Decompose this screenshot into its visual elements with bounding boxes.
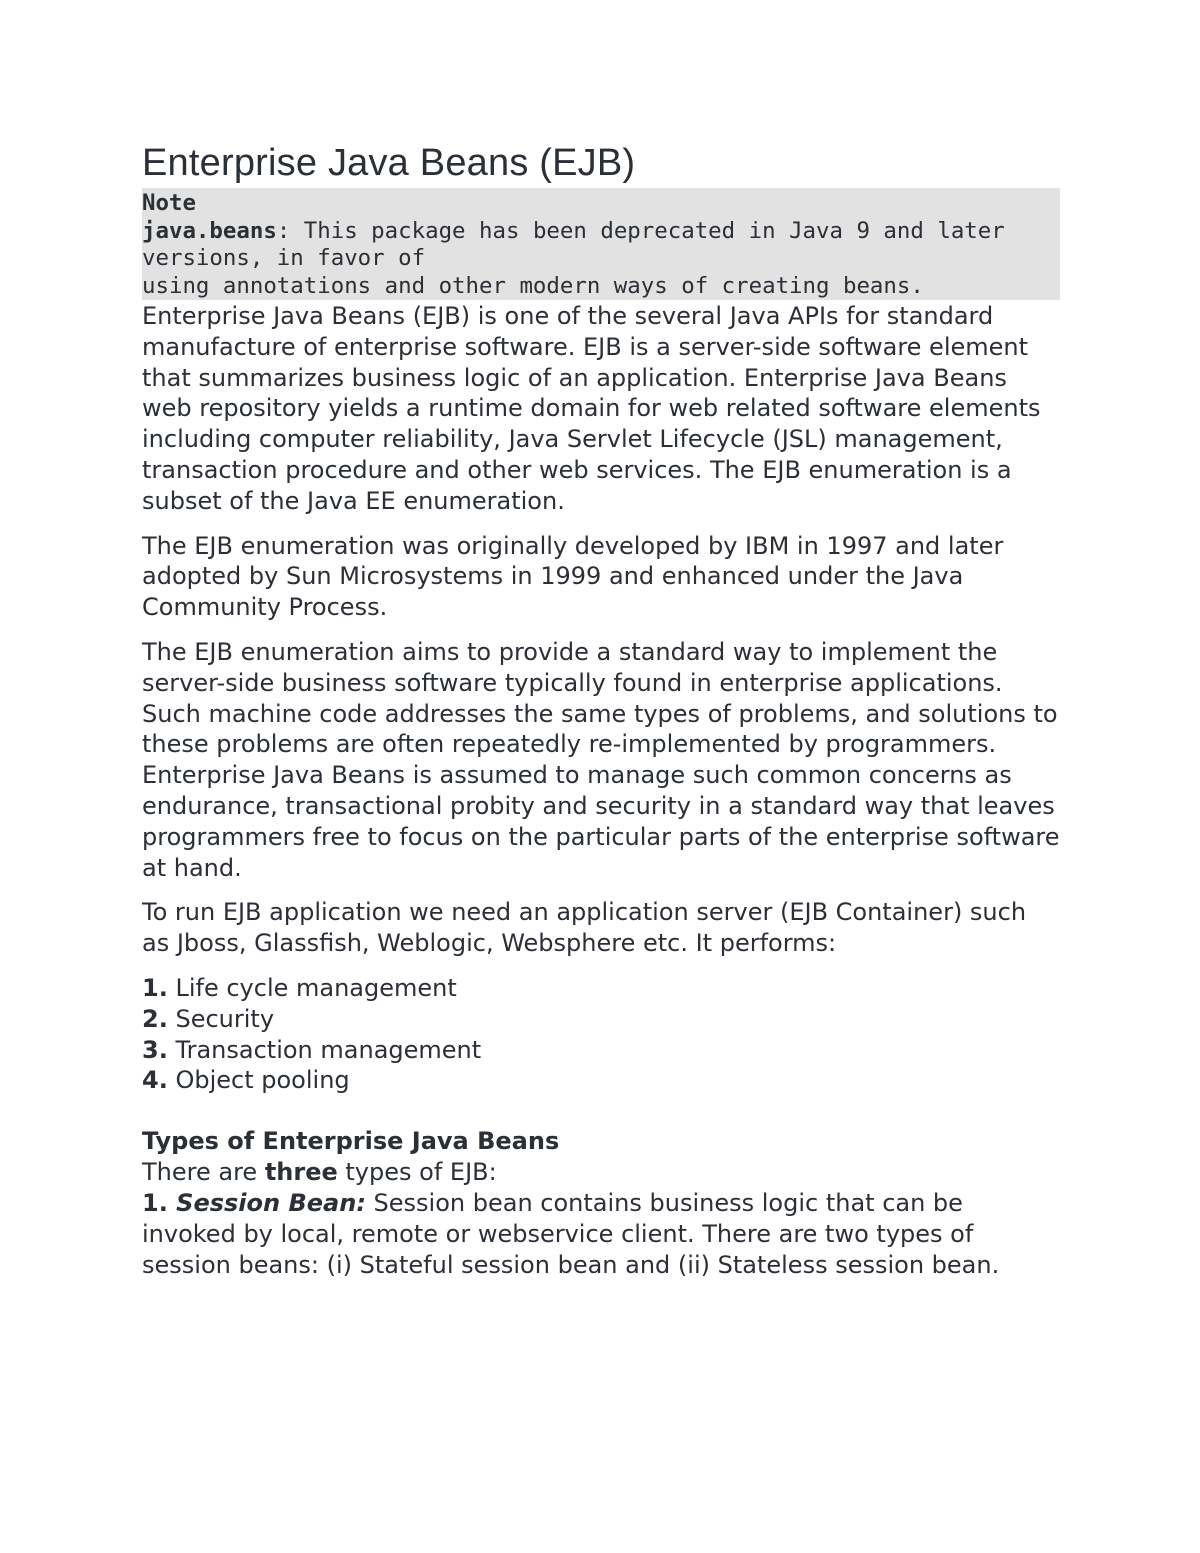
list-item xyxy=(142,1004,1060,1035)
paragraph-container: To run EJB application we need an application server (EJB Container) such as Jboss, Glassfish, Weblogic, Websphere etc. It performs: xyxy=(142,898,1027,958)
features-list xyxy=(142,973,1060,1096)
paragraph-history: The EJB enumeration was originally developed by IBM in 1997 and later adopted by Sun Microsystems in 1999 and enhanced under the Java Community Process. xyxy=(142,531,1004,622)
types-intro xyxy=(142,1157,1060,1188)
section-heading-types: Types of Enterprise Java Beans xyxy=(142,1127,560,1156)
list-item-number: 4. xyxy=(142,1066,168,1095)
note-package-name: java.beans xyxy=(142,217,277,244)
paragraph-intro: Enterprise Java Beans (EJB) is one of the several Java APIs for standard manufacture of enterprise software. EJB is a server-side software element that summarizes business logic of an application. Enterprise Java Beans web repository yields a runtime domain for web related software elements including computer reliability, Java Servlet Lifecycle (JSL) management, transaction procedure and other web services. The EJB enumeration is a subset of the Java EE enumeration. xyxy=(142,302,1041,515)
note-text-line1: : This package has been deprecated in Java 9 and later versions, in favor of xyxy=(142,217,1019,271)
note-text-line2: using annotations and other modern ways of creating beans. xyxy=(142,272,924,299)
list-item xyxy=(142,1035,1060,1066)
session-bean-item xyxy=(142,1188,1060,1280)
list-item-label: Object pooling xyxy=(175,1066,350,1095)
list-item-number: 2. xyxy=(142,1004,168,1033)
session-bean-description: Session bean contains business logic that can be invoked by local, remote or webservice client. There are two types of session beans: (i) Stateful session bean and (ii) Stateless session bean. xyxy=(142,1188,1000,1279)
list-item xyxy=(142,1065,1060,1096)
types-intro-text: There are xyxy=(142,1158,265,1187)
list-item-label: Transaction management xyxy=(175,1035,482,1064)
list-item-number: 3. xyxy=(142,1035,168,1064)
note-box xyxy=(142,188,1060,300)
session-bean-name: Session Bean: xyxy=(176,1188,366,1217)
list-item-label: Life cycle management xyxy=(175,973,457,1002)
types-intro-bold: three xyxy=(264,1158,338,1187)
document-page xyxy=(142,140,1060,1280)
session-bean-number: 1. xyxy=(142,1188,177,1217)
list-item-label: Security xyxy=(175,1004,275,1033)
list-item-number: 1. xyxy=(142,973,168,1002)
note-label: Note xyxy=(142,190,196,216)
types-intro-text-end: types of EJB: xyxy=(337,1158,497,1187)
page-title: Enterprise Java Beans (EJB) xyxy=(142,142,636,184)
list-item xyxy=(142,973,1060,1004)
paragraph-aims: The EJB enumeration aims to provide a standard way to implement the server-side business software typically found in enterprise applications. Such machine code addresses the same types of problems, and solutions to these problems are often repeatedly re-implemented by programmers. Enterprise Java Beans is assumed to manage such common concerns as endurance, transactional probity and security in a standard way that leaves programmers free to focus on the particular parts of the enterprise software at hand. xyxy=(142,637,1060,882)
